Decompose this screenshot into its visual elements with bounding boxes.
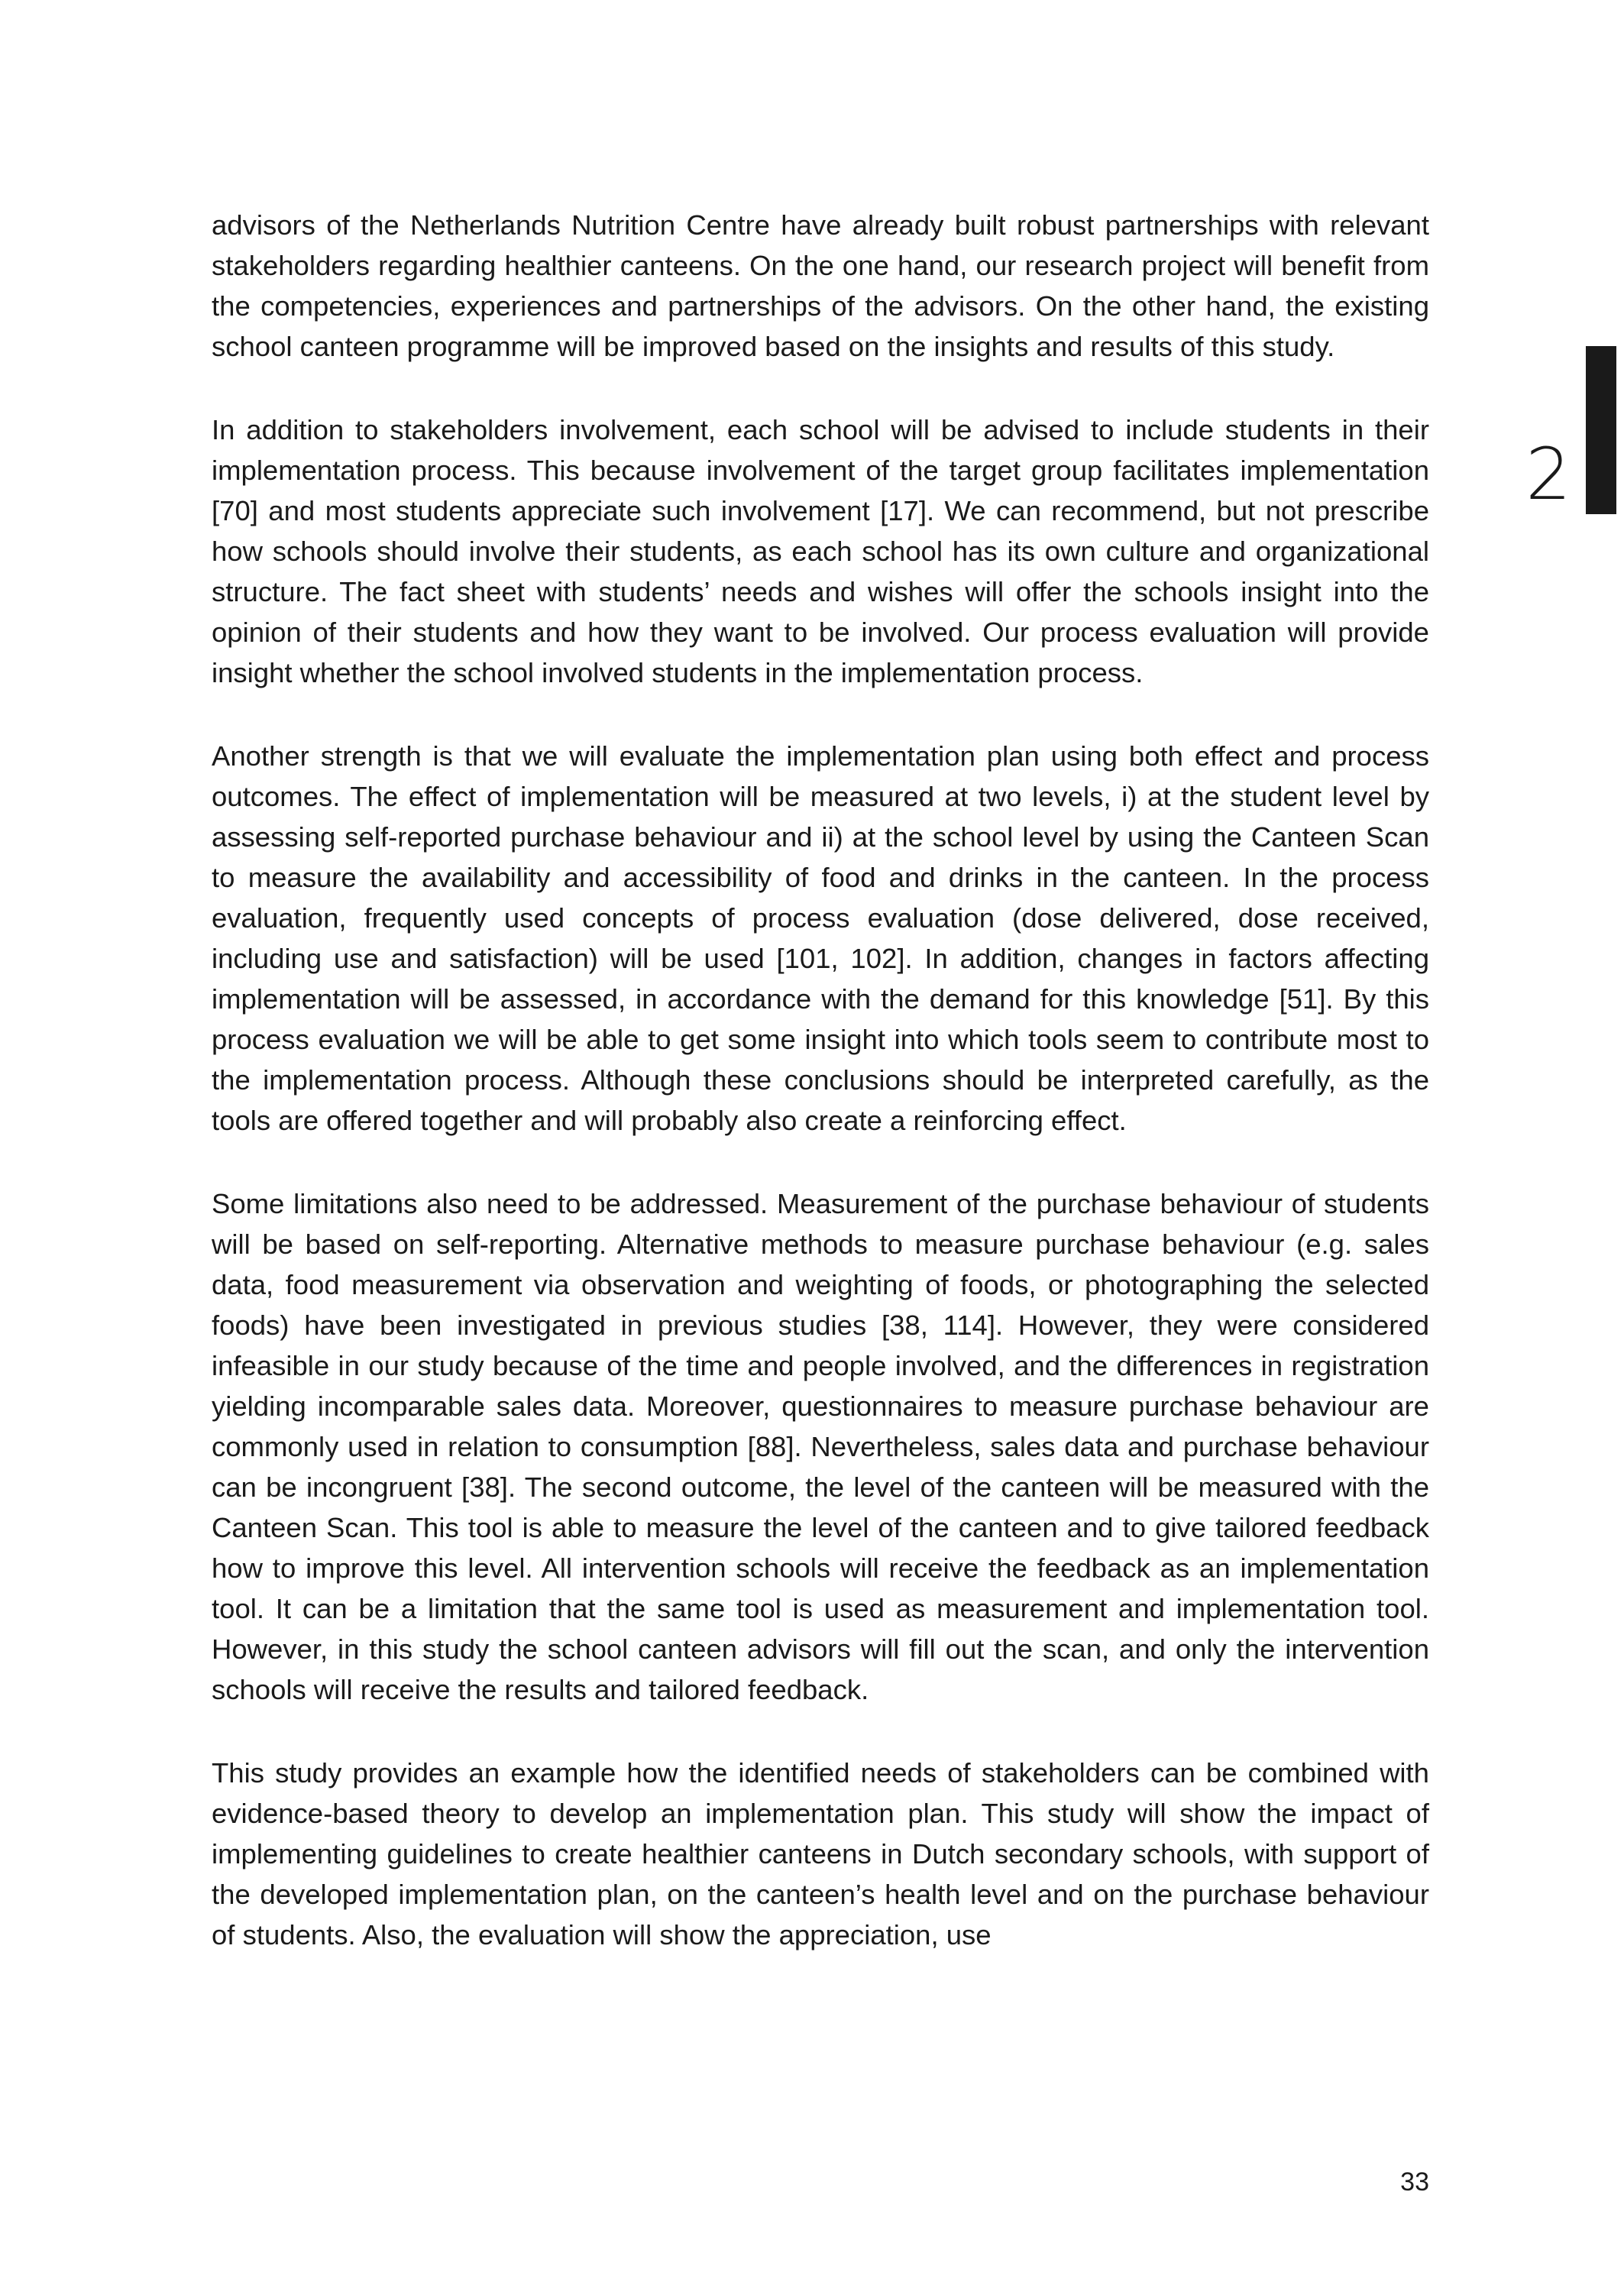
chapter-number: 2: [1525, 433, 1571, 516]
paragraph-partnerships: advisors of the Netherlands Nutrition Centre have already built robust partnerships with relevant stakeholders regarding healthier canteens. On the one hand, our research project will benefit from the competencies, experiences and partnerships of the advisors. On the other hand, the existing school canteen programme will be improved based on the insights and results of this study.: [212, 209, 1429, 362]
page-number: 33: [1400, 2167, 1429, 2196]
page-body: [212, 205, 1429, 1998]
paragraph-conclusion: This study provides an example how the identified needs of stakeholders can be combined with evidence-based theory to develop an implementation plan. This study will show the impact of implementing guidelines to create healthier canteens in Dutch secondary schools, with support of the developed implementation plan, on the canteen’s health level and on the purchase behaviour of students. Also, the evaluation will show the appreciation, use: [212, 1757, 1429, 1950]
paragraph-limitations: Some limitations also need to be addressed. Measurement of the purchase behaviour of students will be based on self-reporting. Alternative methods to measure purchase behaviour (e.g. sales data, food measurement via observation and weighting of foods, or photographing the selected foods) have been investigated in previous studies [38, 114]. However, they were considered infeasible in our study because of the time and people involved, and the differences in registration yielding incomparable sales data. Moreover, questionnaires to measure purchase behaviour are commonly used in relation to consumption [88]. Nevertheless, sales data and purchase behaviour can be incongruent [38]. The second outcome, the level of the canteen will be measured with the Canteen Scan. This tool is able to measure the level of the canteen and to give tailored feedback how to improve this level. All intervention schools will receive the feedback as an implementation tool. It can be a limitation that the same tool is used as measurement and implementation tool. However, in this study the school canteen advisors will fill out the scan, and only the intervention schools will receive the results and tailored feedback.: [212, 1188, 1429, 1705]
chapter-tab-marker: [1586, 346, 1616, 514]
paragraph-student-involvement: In addition to stakeholders involvement, each school will be advised to include students in their implementation process. This because involvement of the target group facilitates implementation [70] and most students appreciate such involvement [17]. We can recommend, but not prescribe how schools should involve their students, as each school has its own culture and organizational structure. The fact sheet with students’ needs and wishes will offer the schools insight into the opinion of their students and how they want to be involved. Our process evaluation will provide insight whether the school involved students in the implementation process.: [212, 414, 1429, 688]
paragraph-strengths-evaluation: Another strength is that we will evaluate the implementation plan using both effect and process outcomes. The effect of implementation will be measured at two levels, i) at the student level by assessing self-reported purchase behaviour and ii) at the school level by using the Canteen Scan to measure the availability and accessibility of food and drinks in the canteen. In the process evaluation, frequently used concepts of process evaluation (dose delivered, dose received, including use and satisfaction) will be used [101, 102]. In addition, changes in factors affecting implementation will be assessed, in accordance with the demand for this knowledge [51]. By this process evaluation we will be able to get some insight into which tools seem to contribute most to the implementation process. Although these conclusions should be interpreted carefully, as the tools are offered together and will probably also create a reinforcing effect.: [212, 740, 1429, 1136]
